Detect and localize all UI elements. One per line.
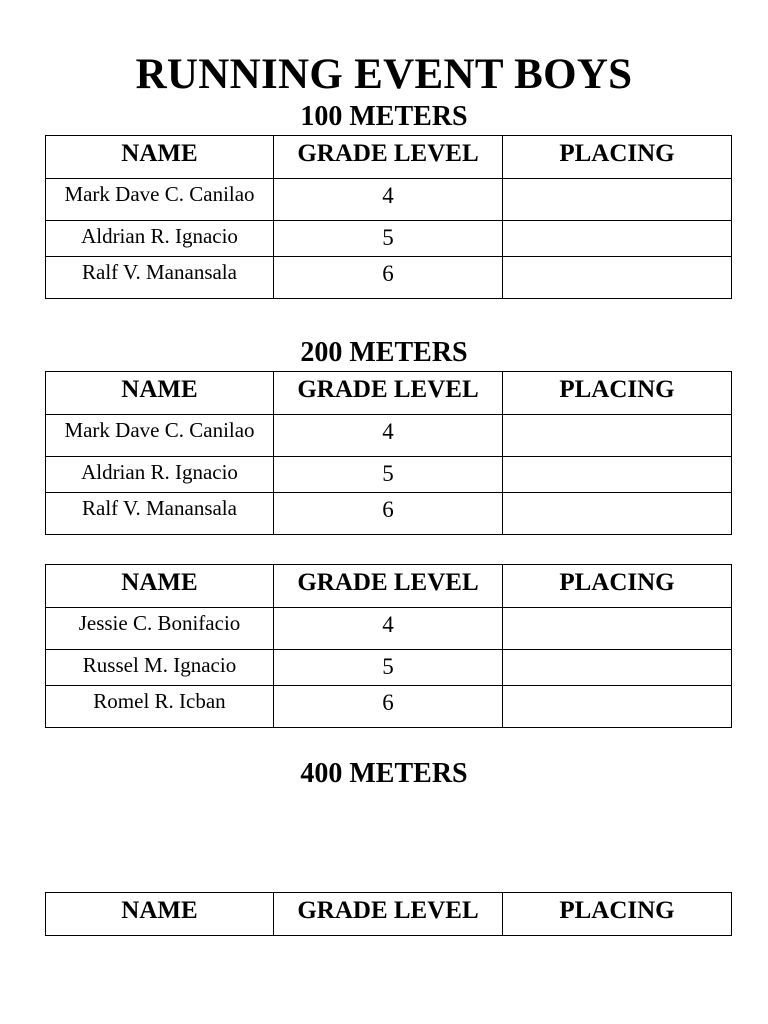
section-heading-400m: 400 METERS bbox=[300, 758, 468, 789]
cell-name: Jessie C. Bonifacio bbox=[46, 608, 274, 650]
cell-placing[interactable] bbox=[503, 457, 732, 493]
header-grade-level: GRADE LEVEL bbox=[274, 565, 503, 608]
cell-grade: 5 bbox=[274, 650, 503, 686]
cell-placing[interactable] bbox=[503, 686, 732, 728]
table-row bbox=[46, 608, 732, 650]
header-grade-level: GRADE LEVEL bbox=[274, 136, 503, 179]
table-row bbox=[46, 257, 732, 299]
cell-name: Mark Dave C. Canilao bbox=[46, 415, 274, 457]
cell-grade: 5 bbox=[274, 457, 503, 493]
table-100m bbox=[45, 135, 732, 299]
cell-placing[interactable] bbox=[503, 257, 732, 299]
header-grade-level: GRADE LEVEL bbox=[274, 372, 503, 415]
page-title: RUNNING EVENT BOYS bbox=[135, 51, 633, 98]
table-200m-group-2 bbox=[45, 564, 732, 728]
cell-name: Aldrian R. Ignacio bbox=[46, 457, 274, 493]
header-name: NAME bbox=[46, 565, 274, 608]
cell-placing[interactable] bbox=[503, 179, 732, 221]
cell-placing[interactable] bbox=[503, 221, 732, 257]
table-row bbox=[46, 493, 732, 535]
cell-placing[interactable] bbox=[503, 493, 732, 535]
table-row bbox=[46, 686, 732, 728]
cell-name: Romel R. Icban bbox=[46, 686, 274, 728]
cell-placing[interactable] bbox=[503, 650, 732, 686]
cell-grade: 4 bbox=[274, 608, 503, 650]
cell-grade: 4 bbox=[274, 415, 503, 457]
table-row bbox=[46, 221, 732, 257]
header-name: NAME bbox=[46, 136, 274, 179]
table-200m bbox=[45, 371, 732, 535]
table-400m bbox=[45, 892, 732, 936]
cell-grade: 6 bbox=[274, 257, 503, 299]
cell-grade: 5 bbox=[274, 221, 503, 257]
header-placing: PLACING bbox=[503, 565, 732, 608]
header-grade-level: GRADE LEVEL bbox=[274, 893, 503, 936]
cell-name: Russel M. Ignacio bbox=[46, 650, 274, 686]
cell-placing[interactable] bbox=[503, 415, 732, 457]
cell-grade: 6 bbox=[274, 493, 503, 535]
cell-grade: 4 bbox=[274, 179, 503, 221]
cell-grade: 6 bbox=[274, 686, 503, 728]
cell-placing[interactable] bbox=[503, 608, 732, 650]
table-row bbox=[46, 650, 732, 686]
header-placing: PLACING bbox=[503, 136, 732, 179]
section-heading-200m: 200 METERS bbox=[300, 337, 468, 368]
section-heading-100m: 100 METERS bbox=[300, 101, 468, 132]
table-row bbox=[46, 457, 732, 493]
header-placing: PLACING bbox=[503, 372, 732, 415]
header-placing: PLACING bbox=[503, 893, 732, 936]
cell-name: Mark Dave C. Canilao bbox=[46, 179, 274, 221]
header-name: NAME bbox=[46, 893, 274, 936]
table-row bbox=[46, 179, 732, 221]
cell-name: Ralf V. Manansala bbox=[46, 257, 274, 299]
cell-name: Ralf V. Manansala bbox=[46, 493, 274, 535]
table-row bbox=[46, 415, 732, 457]
cell-name: Aldrian R. Ignacio bbox=[46, 221, 274, 257]
header-name: NAME bbox=[46, 372, 274, 415]
